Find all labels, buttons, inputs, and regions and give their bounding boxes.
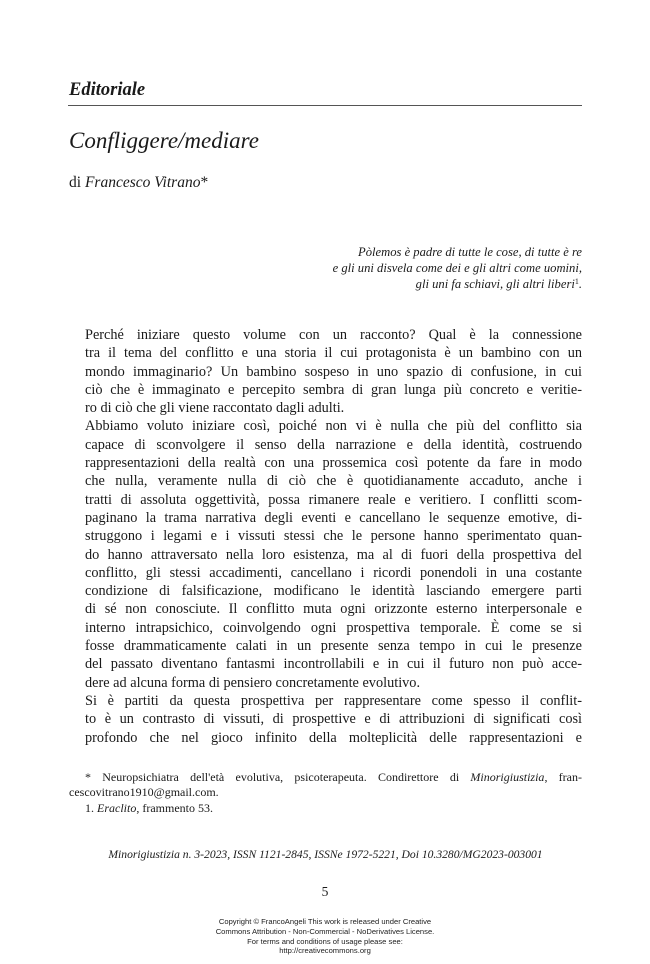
footnote-text: , frammento 53. — [136, 800, 213, 815]
body-line: ciò che è immaginato e percepito sembra di gran lunga più concreto e veritie- — [85, 381, 582, 398]
article-body — [69, 326, 582, 747]
license-link[interactable]: http://creativecommons.org — [279, 946, 371, 956]
copyright-line: Commons Attribution - Non-Commercial - NoDerivatives License. — [215, 926, 435, 936]
footnote-ref[interactable]: 1 — [574, 276, 579, 286]
paragraph-2 — [69, 417, 582, 691]
body-line: mondo immaginario? Un bambino sospeso in uno spazio di confusione, in cui — [85, 363, 582, 380]
footnote-text: , fran- — [544, 770, 582, 784]
page-number: 5 — [321, 884, 329, 899]
footnotes — [69, 770, 582, 816]
copyright-notice — [0, 917, 650, 956]
body-line: profondo che nel gioco infinito della molteplicità delle rappresentazioni e — [85, 729, 582, 746]
body-line: rappresentazioni della realtà con una prossemica così potente da fare in modo — [85, 455, 582, 472]
epigraph — [250, 245, 582, 292]
article-title: Confliggere/mediare — [69, 128, 259, 153]
epigraph-end: . — [578, 276, 582, 291]
copyright-line: Copyright © FrancoAngeli This work is released under Creative — [218, 917, 432, 926]
epigraph-line — [250, 277, 582, 293]
epigraph-line: e gli uni disvela come dei e gli altri come uomini, — [332, 260, 582, 275]
header-rule — [68, 105, 582, 106]
body-line: struggono i legami e i vissuti stessi che le persone hanno sperimentato quan- — [85, 528, 582, 545]
author-name: Francesco Vitrano — [84, 174, 201, 191]
body-line: di sé non conosciute. Il conflitto muta ogni orizzonte esterno interpersonale e — [85, 601, 582, 618]
body-line: interno intrapsichico, coinvolgendo ogni prospettiva temporale. È come se si — [85, 619, 582, 636]
section-label: Editoriale — [69, 80, 146, 100]
body-line: del passato diventano fantasmi incontrollabili e in cui il futuro non può acce- — [85, 656, 582, 673]
epigraph-line-text: gli uni fa schiavi, gli altri liberi — [415, 276, 575, 291]
body-line: dere ad alcuna forma di pensiero concretamente evolutivo. — [85, 674, 421, 691]
body-line: condizione di falsificazione, modificano le identità lasciando emergere parti — [85, 583, 582, 600]
journal-name: Minorigiustizia — [470, 770, 545, 784]
footnote-number: 1. — [85, 800, 94, 815]
footnote-1 — [69, 801, 582, 816]
body-line: to è un contrasto di vissuti, di prospettive e di attribuzioni di significati così — [85, 711, 582, 728]
footnote-text: * Neuropsichiatra dell'età evolutiva, psicoterapeuta. Condirettore di — [85, 770, 471, 784]
body-line: che nulla, veramente nulla di ciò che è quotidianamente accaduto, anche i — [85, 473, 582, 490]
byline — [69, 174, 208, 192]
body-line: paginano la trama narrativa degli eventi e cancellano le sequenze emotive, di- — [85, 509, 582, 526]
body-line: Si è partiti da questa prospettiva per rappresentare come spesso il conflit- — [85, 692, 582, 709]
body-line: conflitto, gli stessi accadimenti, cancellano i ricordi ponendoli in una costante — [85, 564, 582, 581]
author-footnote-mark: * — [200, 174, 209, 191]
body-line: tra il tema del conflitto e una storia il cui protagonista è un bambino con un — [85, 345, 582, 362]
body-line: fosse drammaticamente calati in un presente senza tempo in cui le presenze — [85, 638, 582, 655]
byline-prefix: di — [69, 174, 82, 191]
footnote-line — [69, 770, 582, 785]
copyright-line: For terms and conditions of usage please see: — [247, 936, 403, 946]
body-line: Abbiamo voluto iniziare così, poiché non vi è nulla che più del conflitto sia — [85, 418, 582, 435]
epigraph-line: Pòlemos è padre di tutte le cose, di tutte è re — [358, 245, 582, 259]
footnote-work: Eraclito — [97, 800, 137, 815]
body-line: capace di sconvolgere il senso della narrazione e della identità, costruendo — [85, 436, 582, 453]
paragraph-1 — [69, 326, 582, 417]
body-line: ro di ciò che gli viene raccontato dagli adulti. — [85, 400, 345, 417]
paragraph-3 — [69, 692, 582, 747]
footnote-author — [69, 770, 582, 801]
journal-citation: Minorigiustizia n. 3-2023, ISSN 1121-2845, ISSNe 1972-5221, Doi 10.3280/MG2023-003001 — [108, 848, 543, 861]
body-line: tratti di assoluta oggettività, possa rimanere reale e veritiero. I conflitti scom- — [85, 491, 582, 508]
author-email[interactable]: cescovitrano1910@gmail.com. — [69, 785, 219, 800]
body-line: do hanno attraversato nella loro esistenza, ma al di fuori della prospettiva del — [85, 546, 582, 563]
body-line: Perché iniziare questo volume con un racconto? Qual è la connessione — [85, 327, 582, 343]
